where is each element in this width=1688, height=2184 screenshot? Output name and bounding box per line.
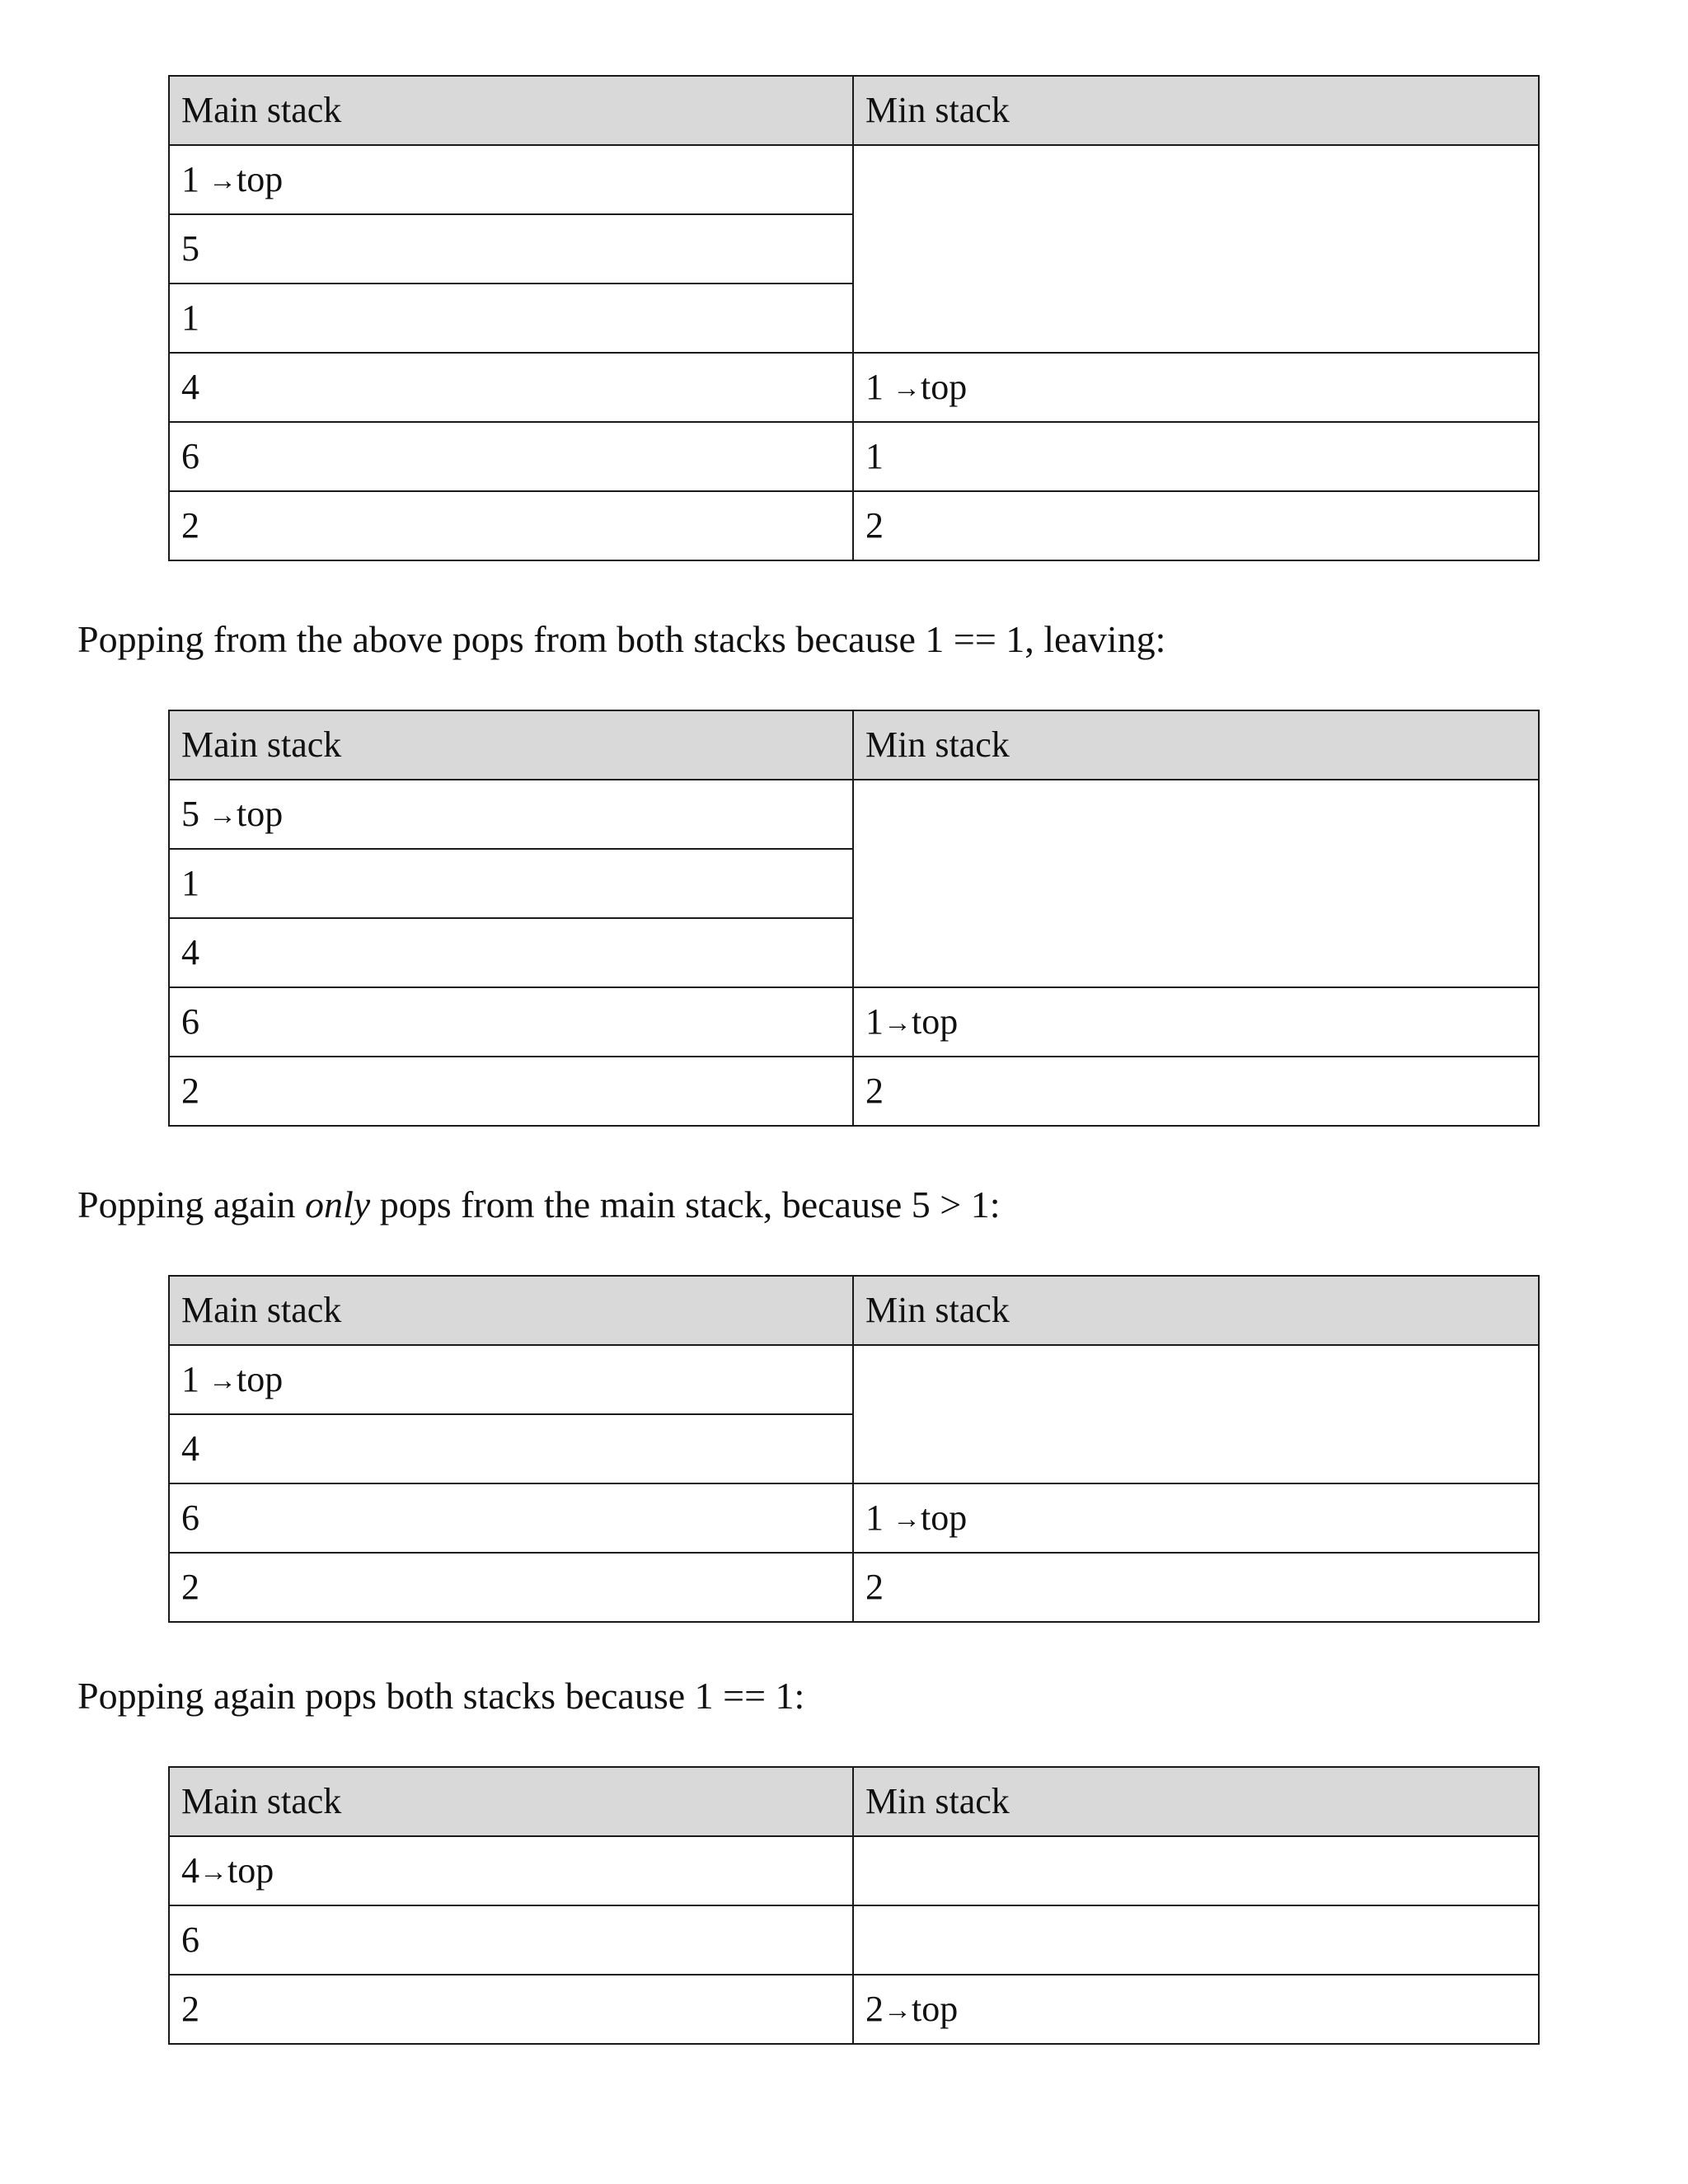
main-stack-cell: 4→top <box>169 1836 853 1905</box>
table-row <box>169 1905 1539 1975</box>
arrow-icon: → <box>209 166 237 196</box>
min-stack-cell: 1 <box>853 422 1539 491</box>
main-stack-cell: 4 <box>169 918 853 987</box>
top-label: top <box>921 1497 968 1538</box>
min-stack-cell: 2 <box>853 1553 1539 1622</box>
main-stack-header: Main stack <box>169 1767 853 1836</box>
top-label: top <box>237 1359 284 1399</box>
table-header-row <box>169 710 1539 780</box>
top-label: top <box>237 159 284 199</box>
main-stack-cell: 4 <box>169 353 853 422</box>
main-stack-cell: 2 <box>169 1057 853 1126</box>
min-stack-cell: 1 →top <box>853 353 1539 422</box>
table-header-row <box>169 76 1539 145</box>
main-stack-header: Main stack <box>169 710 853 780</box>
main-stack-header: Main stack <box>169 1276 853 1345</box>
min-stack-cell: 2 <box>853 491 1539 560</box>
min-stack-cell: 2→top <box>853 1975 1539 2044</box>
min-stack-header: Min stack <box>853 76 1539 145</box>
main-stack-cell: 2 <box>169 491 853 560</box>
min-stack-cell <box>853 1836 1539 1905</box>
arrow-icon: → <box>884 1995 912 2026</box>
min-stack-header: Min stack <box>853 710 1539 780</box>
top-label: top <box>912 1989 959 2029</box>
top-label: top <box>921 367 968 407</box>
main-stack-cell: 6 <box>169 1483 853 1553</box>
table-row <box>169 1975 1539 2044</box>
stack-table-4 <box>168 1766 1540 2045</box>
main-stack-cell: 1 <box>169 849 853 918</box>
top-label: top <box>227 1850 274 1891</box>
table-row <box>169 780 1539 849</box>
main-stack-cell: 1 →top <box>169 1345 853 1414</box>
main-stack-cell: 5 →top <box>169 780 853 849</box>
arrow-icon: → <box>209 800 237 831</box>
table-row <box>169 1057 1539 1126</box>
table-row <box>169 1553 1539 1622</box>
main-stack-cell: 1 <box>169 284 853 353</box>
arrow-icon: → <box>893 1504 921 1535</box>
table-row <box>169 491 1539 560</box>
emphasis-only: only <box>304 1183 371 1226</box>
min-stack-header: Min stack <box>853 1276 1539 1345</box>
stack-table-1 <box>168 75 1540 561</box>
min-stack-empty-cell <box>853 1345 1539 1483</box>
table-row <box>169 987 1539 1057</box>
table-row <box>169 353 1539 422</box>
min-stack-empty-cell <box>853 145 1539 353</box>
main-stack-cell: 4 <box>169 1414 853 1483</box>
top-label: top <box>237 794 284 834</box>
explanation-paragraph-1: Popping from the above pops from both stacks because 1 == 1, leaving: <box>77 618 1166 660</box>
main-stack-cell: 6 <box>169 1905 853 1975</box>
stack-table-2 <box>168 710 1540 1127</box>
main-stack-cell: 6 <box>169 422 853 491</box>
explanation-paragraph-3: Popping again pops both stacks because 1 == 1: <box>77 1675 805 1717</box>
arrow-icon: → <box>209 1366 237 1396</box>
min-stack-cell <box>853 1905 1539 1975</box>
main-stack-cell: 2 <box>169 1553 853 1622</box>
main-stack-header: Main stack <box>169 76 853 145</box>
table-row <box>169 422 1539 491</box>
arrow-icon: → <box>199 1857 227 1887</box>
min-stack-cell: 1 →top <box>853 1483 1539 1553</box>
min-stack-header: Min stack <box>853 1767 1539 1836</box>
table-row <box>169 1483 1539 1553</box>
table-header-row <box>169 1767 1539 1836</box>
main-stack-cell: 2 <box>169 1975 853 2044</box>
explanation-paragraph-2: Popping again only pops from the main stack, because 5 > 1: <box>77 1183 1001 1226</box>
arrow-icon: → <box>884 1008 912 1038</box>
main-stack-cell: 6 <box>169 987 853 1057</box>
min-stack-cell: 1→top <box>853 987 1539 1057</box>
main-stack-cell: 5 <box>169 214 853 284</box>
top-label: top <box>912 1001 959 1042</box>
min-stack-empty-cell <box>853 780 1539 987</box>
min-stack-cell: 2 <box>853 1057 1539 1126</box>
table-row <box>169 1836 1539 1905</box>
stack-table-3 <box>168 1275 1540 1623</box>
table-row <box>169 1345 1539 1414</box>
table-row <box>169 145 1539 214</box>
main-stack-cell: 1 →top <box>169 145 853 214</box>
arrow-icon: → <box>893 373 921 404</box>
table-header-row <box>169 1276 1539 1345</box>
